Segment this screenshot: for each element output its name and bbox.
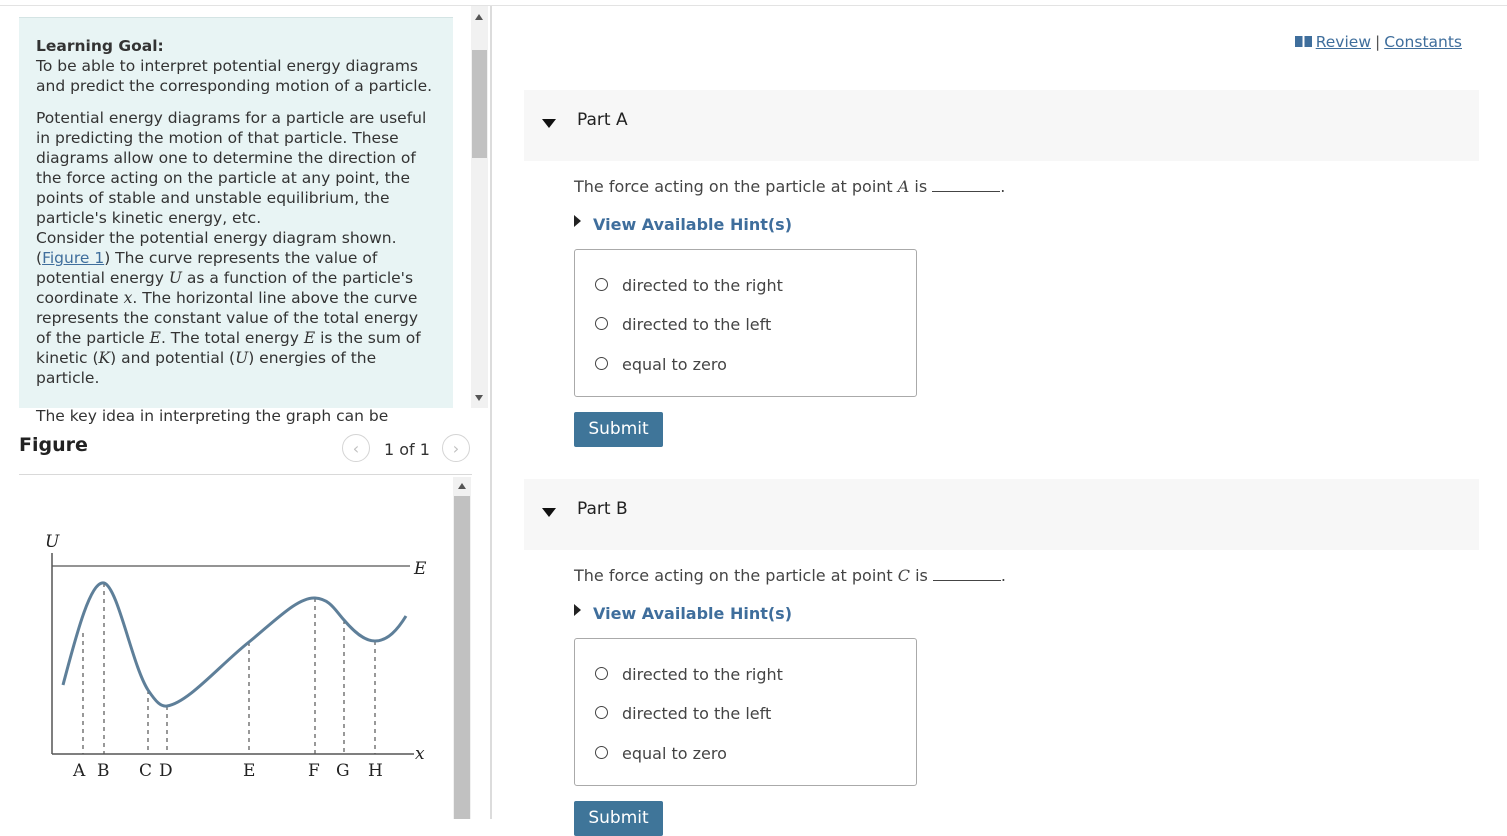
part-b-label: Part B (577, 499, 628, 519)
link-separator: | (1375, 33, 1381, 51)
book-icon (1295, 36, 1312, 47)
energy-label: E (414, 559, 427, 579)
choice-label: directed to the right (622, 665, 783, 684)
potential-energy-diagram (30, 525, 440, 785)
point-label-c: C (139, 761, 153, 781)
choice-option[interactable] (595, 355, 727, 374)
constants-link[interactable]: Constants (1384, 33, 1462, 51)
point-label-e: E (243, 761, 256, 781)
choice-label: equal to zero (622, 744, 727, 763)
goal-text: To be able to interpret potential energy diagrams and predict the corresponding motion of a particle. (36, 57, 433, 95)
symbol-u: U (235, 349, 249, 367)
radio-button[interactable] (595, 706, 608, 719)
scroll-thumb[interactable] (454, 496, 470, 819)
point-symbol: C (897, 566, 911, 585)
scroll-down-icon[interactable] (475, 395, 483, 401)
text-run: ) The curve represents the value of potential energy (36, 249, 378, 287)
axis-label-u: U (45, 532, 60, 552)
symbol-e: E (149, 329, 161, 347)
collapse-triangle-icon[interactable] (542, 508, 556, 517)
answer-blank (932, 179, 1000, 192)
choice-label: directed to the right (622, 276, 783, 295)
text-run: . The total energy (160, 329, 304, 347)
choice-option[interactable] (595, 276, 783, 295)
scroll-up-icon[interactable] (458, 483, 466, 489)
intro-scrollbar[interactable] (471, 6, 488, 408)
axis-label-x: x (415, 744, 425, 764)
radio-button[interactable] (595, 317, 608, 330)
goal-heading: Learning Goal: (36, 37, 164, 55)
intro-panel (19, 17, 453, 425)
symbol-k: K (98, 349, 111, 367)
part-b-header[interactable] (524, 479, 1479, 550)
text-run: ) and potential ( (110, 349, 236, 367)
part-a-question: The force acting on the particle at point A is . (574, 177, 1006, 196)
point-label-a: A (73, 761, 86, 781)
part-a-hint-toggle[interactable] (574, 215, 792, 234)
choice-label: directed to the left (622, 315, 772, 334)
expand-triangle-icon (574, 604, 581, 616)
part-a-header[interactable] (524, 90, 1479, 161)
point-label-g: G (336, 761, 350, 781)
choice-label: directed to the left (622, 704, 772, 723)
question-text: is (909, 177, 928, 196)
question-text: The force acting on the particle at point (574, 566, 898, 585)
part-a-choices (574, 249, 917, 397)
figure-pager: 1 of 1 (384, 440, 430, 459)
radio-button[interactable] (595, 746, 608, 759)
review-constants-links (1295, 33, 1462, 51)
point-label-h: H (368, 761, 383, 781)
review-link[interactable]: Review (1315, 33, 1371, 51)
symbol-x: x (123, 289, 133, 307)
text-run: is the sum of kinetic ( (36, 329, 421, 367)
potential-curve (63, 583, 406, 706)
scroll-up-icon[interactable] (475, 14, 483, 20)
intro-paragraph-3: The key idea in interpreting the graph can be (36, 407, 389, 425)
figure-title: Figure (19, 434, 88, 456)
question-text: The force acting on the particle at point (574, 177, 898, 196)
expand-triangle-icon (574, 215, 581, 227)
question-text: is (910, 566, 928, 585)
scroll-thumb[interactable] (472, 50, 487, 158)
text-run: ) energies of the particle. (36, 349, 377, 387)
point-label-f: F (308, 761, 320, 781)
chevron-left-icon[interactable]: ‹ (342, 434, 370, 462)
part-b-question: The force acting on the particle at point C is . (574, 566, 1006, 585)
hint-label: View Available Hint(s) (593, 604, 793, 623)
text-run: Consider the potential energy diagram shown. ( (36, 229, 397, 267)
choice-option[interactable] (595, 665, 783, 684)
text-run: . The horizontal line above the curve represents the constant value of the total energy of the particle (36, 289, 419, 347)
point-label-d: D (159, 761, 173, 781)
answer-blank (933, 568, 1001, 581)
part-b-hint-toggle[interactable] (574, 604, 792, 623)
radio-button[interactable] (595, 667, 608, 680)
part-b-choices (574, 638, 917, 786)
symbol-e: E (303, 329, 316, 347)
part-a-label: Part A (577, 110, 628, 130)
figure-scrollbar[interactable] (453, 477, 471, 819)
collapse-triangle-icon[interactable] (542, 119, 556, 128)
chevron-right-icon[interactable]: › (442, 434, 470, 462)
intro-paragraph-1: Potential energy diagrams for a particle are useful in predicting the motion of that particle. These diagrams allow one to determine the direction of the force acting on the particle at any point, the points of stable and unstable equilibrium, the particle's kinetic energy, etc. (36, 109, 427, 227)
choice-option[interactable] (595, 704, 771, 723)
choice-option[interactable] (595, 744, 727, 763)
choice-option[interactable] (595, 315, 771, 334)
intro-paragraph-2 (36, 228, 436, 388)
text-run: as a function of the particle's coordinate (36, 269, 414, 307)
top-border (0, 5, 1507, 6)
figure-divider (19, 474, 472, 475)
radio-button[interactable] (595, 278, 608, 291)
part-a-submit-button[interactable]: Submit (574, 412, 663, 447)
pane-divider[interactable] (490, 6, 492, 819)
radio-button[interactable] (595, 357, 608, 370)
figure-link[interactable]: Figure 1 (42, 249, 105, 267)
symbol-u: U (168, 269, 182, 287)
point-label-b: B (97, 761, 110, 781)
choice-label: equal to zero (622, 355, 727, 374)
point-symbol: A (897, 177, 910, 196)
hint-label: View Available Hint(s) (593, 215, 793, 234)
part-b-submit-button[interactable]: Submit (574, 801, 663, 836)
